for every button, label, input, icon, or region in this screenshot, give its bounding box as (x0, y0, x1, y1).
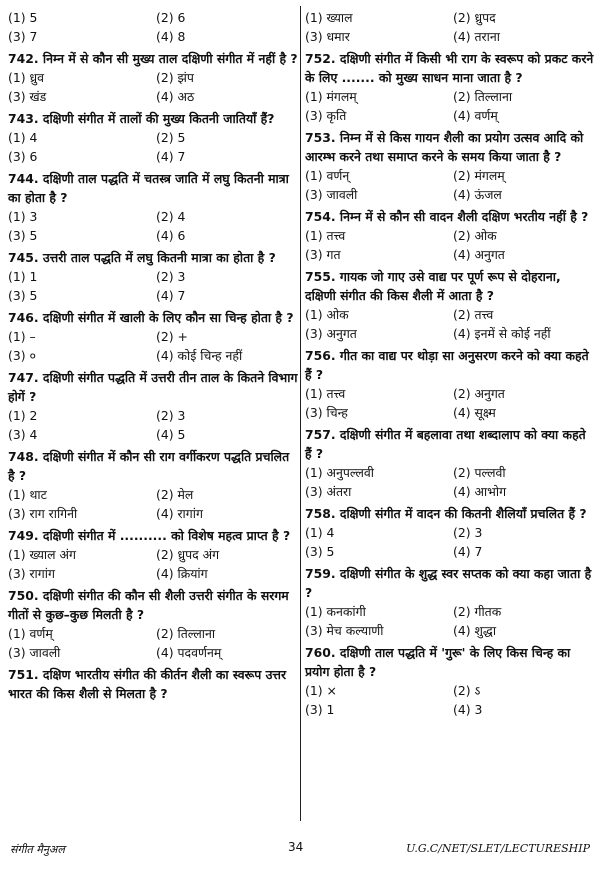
answer-option: (4) अठ (156, 89, 195, 104)
options-grid (8, 68, 298, 106)
answer-option: (1) 1 (8, 269, 38, 284)
page-footer (0, 838, 600, 862)
answer-option: (4) 3 (453, 702, 483, 717)
answer-option: (1) ख्याल (305, 10, 353, 25)
answer-option: (2) 6 (156, 10, 186, 25)
question-block (305, 207, 595, 264)
question-block (8, 49, 298, 106)
question-text: 751. दक्षिण भारतीय संगीत की कीर्तन शैली का स्वरूप उत्तर भारत की किस शैली से मिलता है ? (8, 667, 287, 701)
question-text: 743. दक्षिणी संगीत में तालों की मुख्य कितनी जातियाँ हैं? (8, 111, 275, 126)
options-grid (8, 624, 298, 662)
answer-option: (3) कृति (305, 108, 347, 123)
answer-option: (1) 4 (8, 130, 38, 145)
question-text: 750. दक्षिणी संगीत की कौन सी शैली उत्तरी संगीत के सरगम गीतों से कुछ–कुछ मिलती है ? (8, 588, 289, 622)
answer-option: (3) राग रागिनी (8, 506, 78, 521)
question-block (8, 526, 298, 583)
answer-option: (3) रागांग (8, 566, 55, 581)
page-number: 34 (288, 840, 304, 854)
answer-option: (2) ध्रुपद (453, 10, 496, 25)
answer-option: (3) 5 (305, 544, 335, 559)
answer-option: (1) 4 (305, 525, 335, 540)
answer-option: (2) तिल्लाना (156, 626, 216, 641)
question-text: 749. दक्षिणी संगीत में .......... को विशेष महत्व प्राप्त है ? (8, 528, 291, 543)
options-grid (305, 602, 595, 640)
options-grid (305, 8, 595, 46)
answer-option: (4) तराना (453, 29, 500, 44)
answer-option: (3) गत (305, 247, 341, 262)
answer-option: (4) ऊंजल (453, 187, 502, 202)
answer-option: (1) × (305, 683, 337, 698)
answer-option: (4) 7 (453, 544, 483, 559)
question-text: 759. दक्षिणी संगीत के शुद्ध स्वर सप्तक को क्या कहा जाता है ? (305, 566, 592, 600)
question-block (8, 447, 298, 523)
answer-option: (4) 6 (156, 228, 186, 243)
question-text: 747. दक्षिणी संगीत पद्धति में उत्तरी तीन ताल के कितने विभाग होगें ? (8, 370, 298, 404)
question-block (305, 346, 595, 422)
left-column (8, 8, 298, 706)
question-block (8, 665, 298, 703)
answer-option: (3) 6 (8, 149, 38, 164)
answer-option: (3) 4 (8, 427, 38, 442)
answer-option: (1) ओक (305, 307, 349, 322)
answer-option: (3) अंतरा (305, 484, 352, 499)
answer-option: (2) 3 (453, 525, 483, 540)
answer-option: (2) अनुगत (453, 386, 505, 401)
options-grid (305, 523, 595, 561)
answer-option: (4) 8 (156, 29, 186, 44)
answer-option: (2) ओक (453, 228, 497, 243)
answer-option: (2) पल्लवी (453, 465, 506, 480)
answer-option: (1) – (8, 329, 36, 344)
question-text: 748. दक्षिणी संगीत में कौन सी राग वर्गीकरण पद्धति प्रचलित है ? (8, 449, 290, 483)
question-block (305, 643, 595, 719)
question-text: 746. दक्षिणी संगीत में खाली के लिए कौन सा चिन्ह होता है ? (8, 310, 294, 325)
answer-option: (2) ध्रुपद अंग (156, 547, 220, 562)
question-block (8, 368, 298, 444)
answer-option: (2) 5 (156, 130, 186, 145)
options-grid (8, 8, 298, 46)
answer-option: (1) ख्याल अंग (8, 547, 76, 562)
answer-option: (3) खंड (8, 89, 47, 104)
options-grid (305, 226, 595, 264)
answer-option: (3) चिन्ह (305, 405, 348, 420)
options-grid (8, 327, 298, 365)
footer-book-title: संगीत मैनुअल (10, 843, 65, 856)
answer-option: (4) आभोग (453, 484, 507, 499)
answer-option: (2) ऽ (453, 683, 481, 698)
question-text: 755. गायक जो गाए उसे वाद्य पर पूर्ण रूप से दोहराना, दक्षिणी संगीत की किस शैली में आता है ? (305, 269, 561, 303)
answer-option: (2) तिल्लाना (453, 89, 513, 104)
answer-option: (3) 5 (8, 228, 38, 243)
question-block (8, 169, 298, 245)
question-text: 742. निम्न में से कौन सी मुख्य ताल दक्षिणी संगीत में नहीं है ? (8, 51, 298, 66)
answer-option: (2) मेल (156, 487, 194, 502)
question-block (305, 504, 595, 561)
answer-option: (2) तत्त्व (453, 307, 494, 322)
question-block (305, 425, 595, 501)
question-block (8, 586, 298, 662)
question-block (305, 564, 595, 640)
options-grid (305, 166, 595, 204)
question-block (8, 8, 298, 46)
answer-option: (3) 1 (305, 702, 335, 717)
options-grid (305, 305, 595, 343)
question-block (305, 128, 595, 204)
footer-exam-title: U.G.C/NET/SLET/LECTURESHIP (406, 842, 590, 855)
answer-option: (1) 2 (8, 408, 38, 423)
question-text: 744. दक्षिणी ताल पद्धति में चतस्त्र जाति में लघु कितनी मात्रा का होता है ? (8, 171, 289, 205)
answer-option: (3) मेच कल्याणी (305, 623, 384, 638)
question-text: 745. उत्तरी ताल पद्धति में लघु कितनी मात्रा का होता है ? (8, 250, 276, 265)
answer-option: (2) 3 (156, 408, 186, 423)
answer-option: (3) धमार (305, 29, 350, 44)
question-block (8, 109, 298, 166)
answer-option: (1) थाट (8, 487, 47, 502)
answer-option: (1) ध्रुव (8, 70, 44, 85)
options-grid (8, 128, 298, 166)
answer-option: (3) जावली (8, 645, 61, 660)
options-grid (305, 681, 595, 719)
question-block (305, 49, 595, 125)
question-text: 758. दक्षिणी संगीत में वादन की कितनी शैलियाँ प्रचलित हैं ? (305, 506, 587, 521)
column-divider (300, 6, 301, 821)
answer-option: (1) कनकांगी (305, 604, 366, 619)
question-text: 752. दक्षिणी संगीत में किसी भी राग के स्वरूप को प्रकट करने के लिए ....... को मुख्य साधन माना जाता है ? (305, 51, 594, 85)
answer-option: (3) 7 (8, 29, 38, 44)
answer-option: (2) गीतक (453, 604, 502, 619)
answer-option: (4) 5 (156, 427, 186, 442)
question-block (8, 308, 298, 365)
answer-option: (1) वर्णन् (305, 168, 350, 183)
answer-option: (1) वर्णम् (8, 626, 53, 641)
answer-option: (4) कोई चिन्ह नहीं (156, 348, 243, 363)
answer-option: (1) तत्त्व (305, 228, 346, 243)
answer-option: (4) अनुगत (453, 247, 505, 262)
question-block (305, 8, 595, 46)
question-text: 754. निम्न में से कौन सी वादन शैली दक्षिण भरतीय नहीं है ? (305, 209, 589, 224)
answer-option: (4) सूक्ष्म (453, 405, 496, 420)
answer-option: (3) ० (8, 348, 36, 363)
question-text: 757. दक्षिणी संगीत में बहलावा तथा शब्दालाप को क्या कहते हैं ? (305, 427, 586, 461)
options-grid (8, 485, 298, 523)
answer-option: (4) शुद्धा (453, 623, 497, 638)
answer-option: (2) 4 (156, 209, 186, 224)
question-block (305, 267, 595, 343)
answer-option: (4) 7 (156, 149, 186, 164)
question-text: 753. निम्न में से किस गायन शैली का प्रयोग उत्सव आदि को आरम्भ करने तथा समाप्त करने के समय किया जाता है ? (305, 130, 584, 164)
question-text: 760. दक्षिणी ताल पद्धति में 'गुरू' के लिए किस चिन्ह का प्रयोग होता है ? (305, 645, 571, 679)
right-column (305, 8, 595, 722)
answer-option: (1) 3 (8, 209, 38, 224)
answer-option: (4) 7 (156, 288, 186, 303)
options-grid (8, 406, 298, 444)
answer-option: (3) जावली (305, 187, 358, 202)
answer-option: (1) अनुपल्लवी (305, 465, 374, 480)
answer-option: (3) 5 (8, 288, 38, 303)
options-grid (8, 545, 298, 583)
question-block (8, 248, 298, 305)
answer-option: (4) पदवर्णनम् (156, 645, 222, 660)
answer-option: (1) मंगलम् (305, 89, 357, 104)
answer-option: (4) इनमें से कोई नहीं (453, 326, 551, 341)
options-grid (305, 87, 595, 125)
answer-option: (3) अनुगत (305, 326, 357, 341)
options-grid (8, 207, 298, 245)
answer-option: (1) तत्त्व (305, 386, 346, 401)
answer-option: (1) 5 (8, 10, 38, 25)
answer-option: (2) + (156, 329, 188, 344)
options-grid (8, 267, 298, 305)
options-grid (305, 384, 595, 422)
answer-option: (4) रागांग (156, 506, 203, 521)
question-text: 756. गीत का वाद्य पर थोड़ा सा अनुसरण करने को क्या कहते हैं ? (305, 348, 589, 382)
options-grid (305, 463, 595, 501)
answer-option: (2) झंप (156, 70, 194, 85)
answer-option: (2) मंगलम् (453, 168, 505, 183)
answer-option: (4) क्रियांग (156, 566, 208, 581)
answer-option: (4) वर्णम् (453, 108, 498, 123)
answer-option: (2) 3 (156, 269, 186, 284)
